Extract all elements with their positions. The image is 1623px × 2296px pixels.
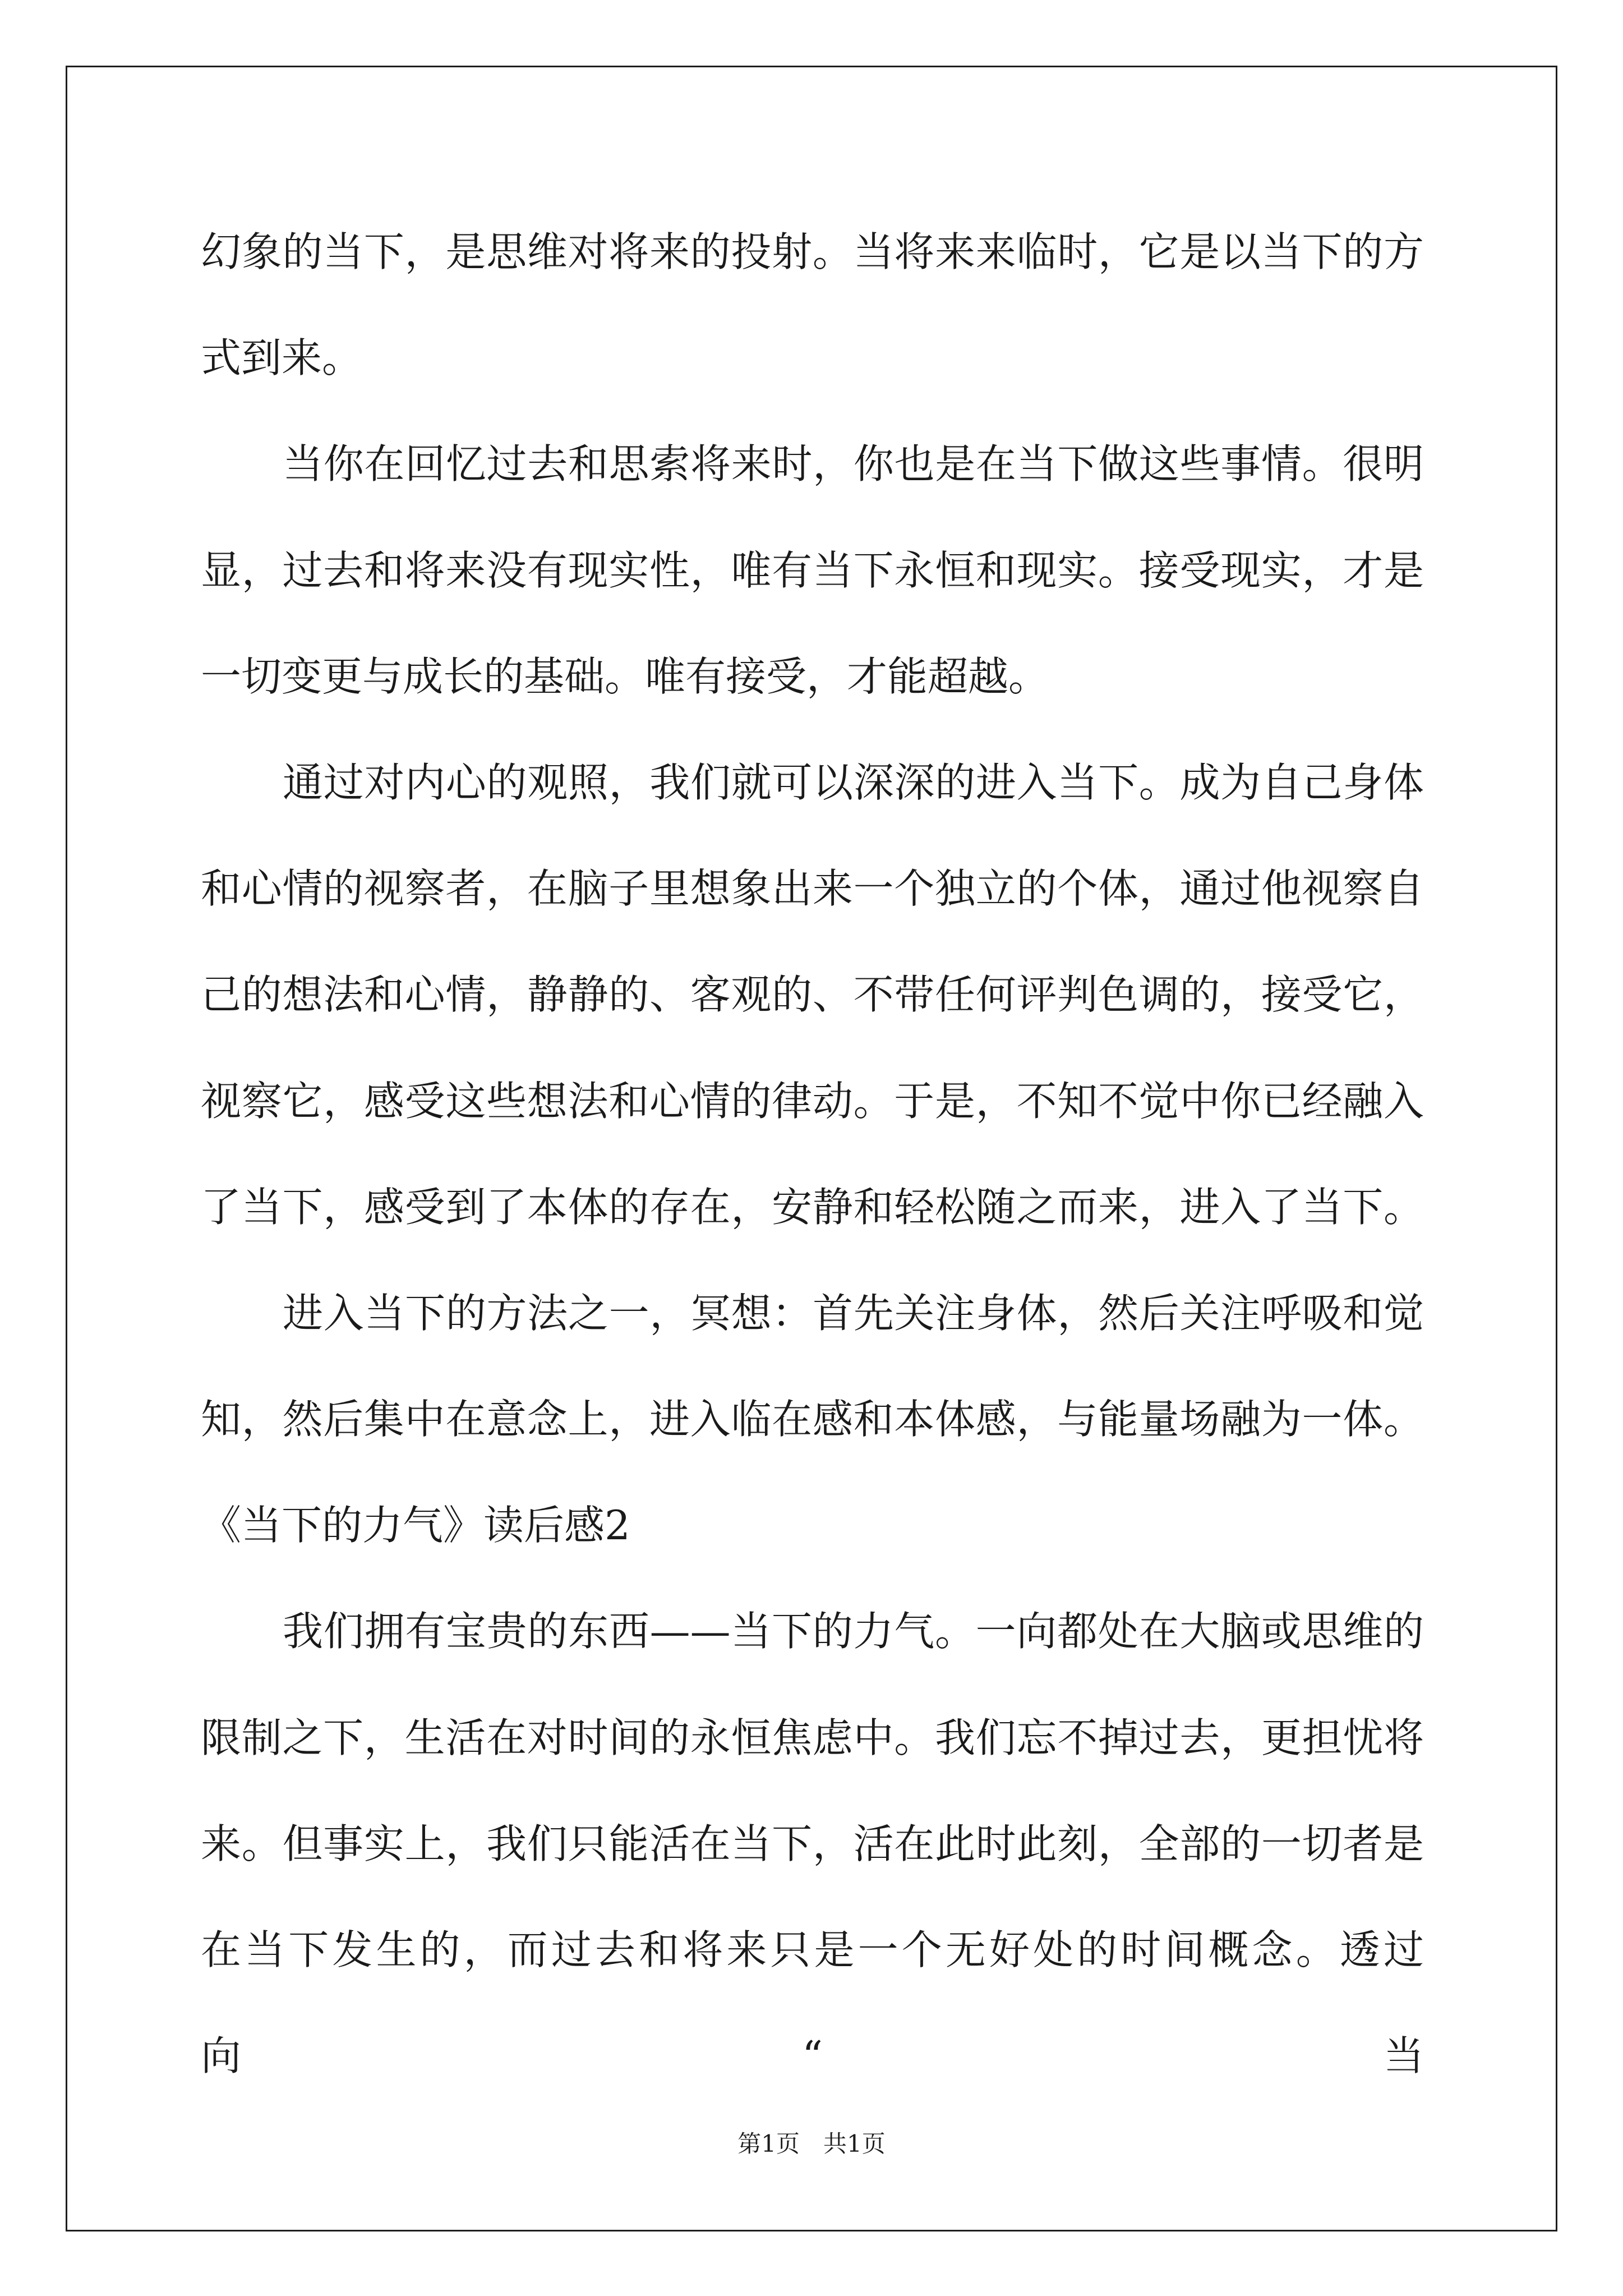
text-line: 我们拥有宝贵的东西——当下的力气。一向都处在大脑或思维的 bbox=[283, 1608, 1424, 1655]
text-line: 己的想法和心情，静静的、客观的、不带任何评判色调的，接受它， bbox=[201, 971, 1424, 1019]
text-line: 在当下发生的，而过去和将来只是一个无好处的时间概念。透过向“当 bbox=[201, 1926, 1424, 2080]
paragraph bbox=[201, 730, 1424, 1260]
text-line: 幻象的当下，是思维对将来的投射。当将来来临时，它是以当下的方 bbox=[201, 228, 1424, 275]
essay-title: 《当下的力气》读后感2 bbox=[201, 1502, 630, 1549]
text-line: 来。但事实上，我们只能活在当下，活在此时此刻，全部的一切者是 bbox=[201, 1820, 1424, 1867]
document-body bbox=[201, 199, 1424, 2080]
text-line: 和心情的视察者，在脑子里想象出来一个独立的个体，通过他视察自 bbox=[201, 865, 1424, 913]
paragraph bbox=[201, 1579, 1424, 2080]
page-number-footer: 第1页 共1页 bbox=[737, 2130, 886, 2157]
text-line: 通过对内心的观照，我们就可以深深的进入当下。成为自己身体 bbox=[283, 758, 1424, 806]
text-line: 显，过去和将来没有现实性，唯有当下永恒和现实。接受现实，才是 bbox=[201, 546, 1424, 594]
paragraph bbox=[201, 1260, 1424, 1473]
text-line: 式到来。 bbox=[201, 334, 363, 382]
text-line: 了当下，感受到了本体的存在，安静和轻松随之而来，进入了当下。 bbox=[201, 1183, 1424, 1231]
text-line: 知，然后集中在意念上，进入临在感和本体感，与能量场融为一体。 bbox=[201, 1396, 1424, 1443]
text-line: 视察它，感受这些想法和心情的律动。于是，不知不觉中你已经融入 bbox=[201, 1077, 1424, 1125]
paragraph bbox=[201, 199, 1424, 411]
text-line: 限制之下，生活在对时间的永恒焦虑中。我们忘不掉过去，更担忧将 bbox=[201, 1714, 1424, 1761]
text-line: 一切变更与成长的基础。唯有接受，才能超越。 bbox=[201, 652, 1049, 700]
text-line: 进入当下的方法之一，冥想：首先关注身体，然后关注呼吸和觉 bbox=[283, 1289, 1424, 1337]
text-line: 当你在回忆过去和思索将来时，你也是在当下做这些事情。很明 bbox=[283, 440, 1424, 488]
paragraph bbox=[201, 411, 1424, 730]
